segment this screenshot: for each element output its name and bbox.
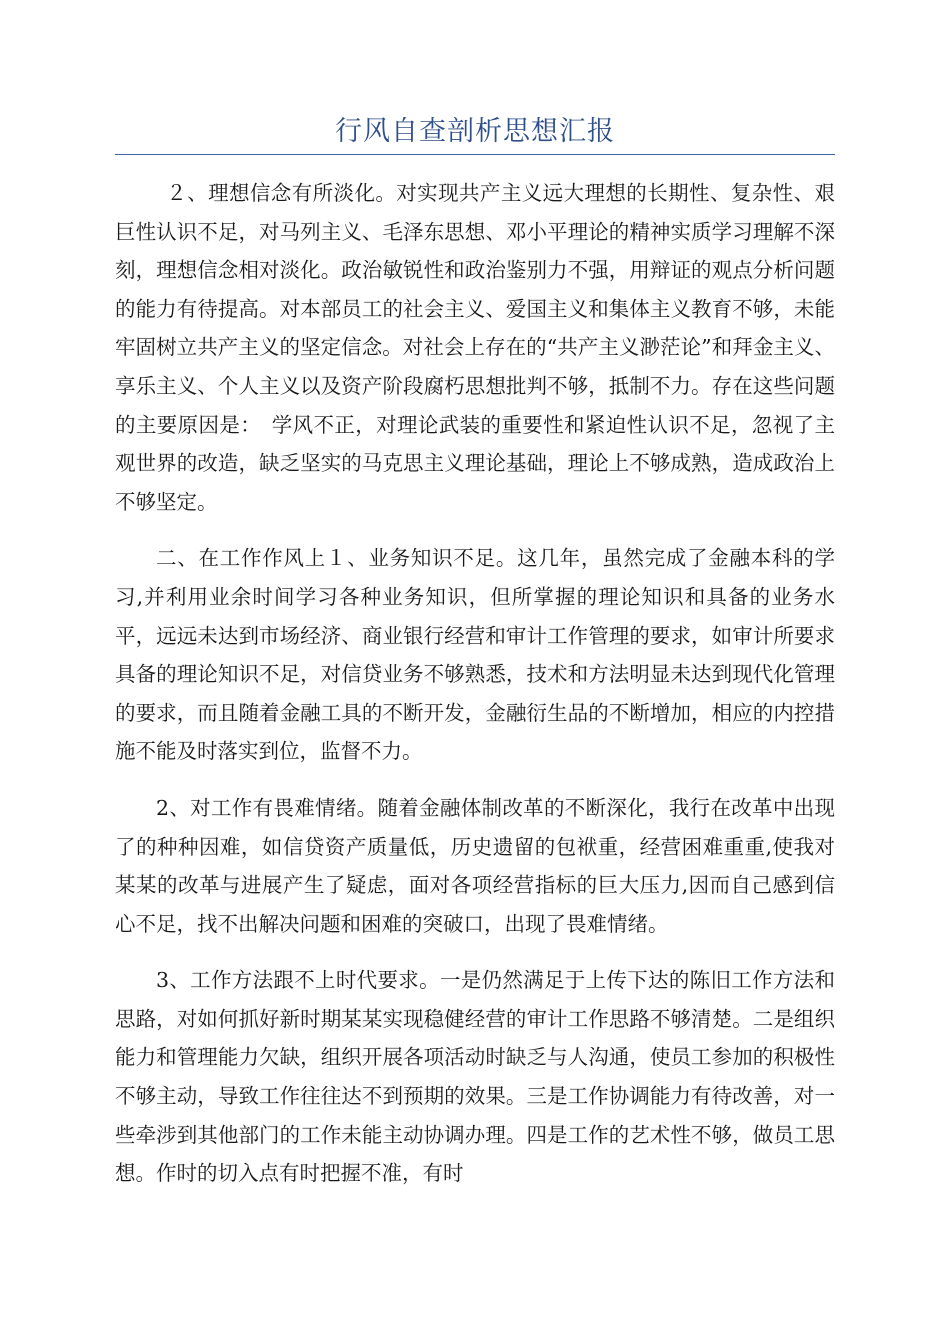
paragraph-methods: 3、工作方法跟不上时代要求。一是仍然满足于上传下达的陈旧工作方法和思路，对如何抓好新时期某某实现稳健经营的审计工作思路不够清楚。二是组织能力和管理能力欠缺，组织开展各项活动时缺乏与人沟通，使员工参加的积极性不够主动，导致工作往往达不到预期的效果。三是工作协调能力有待改善，对一些牵涉到其他部门的工作未能主动协调办理。四是工作的艺术性不够，做员工思想。作时的切入点有时把握不准，有时 xyxy=(115,968,835,1186)
title-underline xyxy=(115,154,835,155)
paragraph-gap xyxy=(115,943,835,961)
paragraph-difficulty: 2、对工作有畏难情绪。随着金融体制改革的不断深化，我行在改革中出现了的种种因难，如信贷资产质量低，历史遗留的包袱重，经营困难重重,使我对某某的改革与进展产生了疑虑，面对各项经营指标的巨大压力,因而自己感到信心不足，找不出解决问题和困难的突破口，出现了畏难情绪。 xyxy=(115,795,835,936)
paragraph-gap xyxy=(115,521,835,539)
document-body xyxy=(115,174,835,1193)
paragraph-gap xyxy=(115,771,835,789)
paragraph-work-style: 二、在工作作风上１、业务知识不足。这几年，虽然完成了金融本科的学习,并利用业余时间学习各种业务知识，但所掌握的理论知识和具备的业务水平，远远未达到市场经济、商业银行经营和审计工作管理的要求，如审计所要求具备的理论知识不足，对信贷业务不够熟悉，技术和方法明显未达到现代化管理的要求，而且随着金融工具的不断开发，金融衍生品的不断增加，相应的内控措施不能及时落实到位，监督不力。 xyxy=(115,546,835,764)
paragraph-ideals: ２、理想信念有所淡化。对实现共产主义远大理想的长期性、复杂性、艰巨性认识不足，对马列主义、毛泽东思想、邓小平理论的精神实质学习理解不深刻，理想信念相对淡化。政治敏锐性和政治鉴别力不强，用辩证的观点分析问题的能力有待提高。对本部员工的社会主义、爱国主义和集体主义教育不够，未能牢固树立共产主义的坚定信念。对社会上存在的“共产主义渺茫论”和拜金主义、享乐主义、个人主义以及资产阶段腐朽思想批判不够，抵制不力。存在这些问题的主要原因是： 学风不正，对理论武装的重要性和紧迫性认识不足，忽视了主观世界的改造，缺乏坚实的马克思主义理论基础，理论上不够成熟，造成政治上不够坚定。 xyxy=(115,181,835,514)
document-title: 行风自查剖析思想汇报 xyxy=(335,116,615,147)
